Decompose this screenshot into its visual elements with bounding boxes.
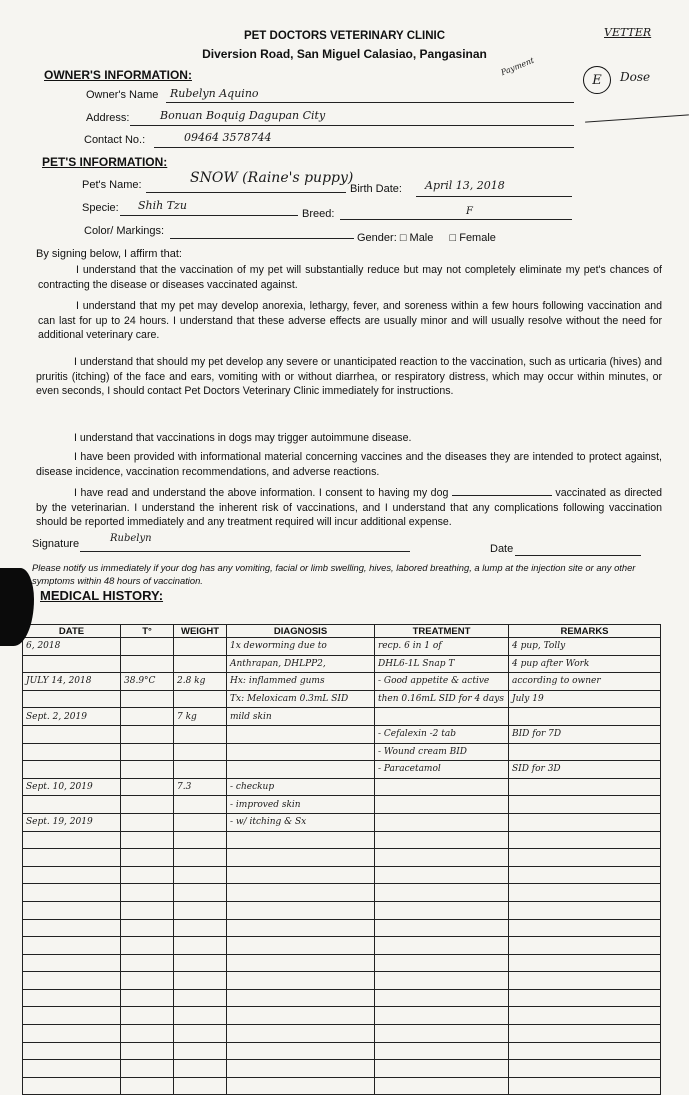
consent-p3: I understand that should my pet develop any severe or unanticipated reaction to the vaccination, such as urticaria (hives) and pruritis (itching) of the face and ears, vomiting with or without diarrhea, or respiratory distress, which may occur within minutes, or even seconds, I should contact Pet Doctors Veterinary Clinic immediately for instructions. <box>36 356 662 397</box>
table-cell: - Wound cream BID <box>375 743 509 761</box>
table-cell <box>227 761 375 779</box>
table-cell: Tx: Meloxicam 0.3mL SID <box>227 690 375 708</box>
table-cell <box>375 972 509 990</box>
consent-p4: I understand that vaccinations in dogs may trigger autoimmune disease. <box>74 432 412 444</box>
table-cell <box>23 919 121 937</box>
table-row-empty <box>23 831 661 849</box>
table-cell: Anthrapan, DHLPP2, <box>227 655 375 673</box>
table-cell <box>23 989 121 1007</box>
table-cell <box>509 972 661 990</box>
table-row-empty <box>23 884 661 902</box>
medical-history-table <box>22 624 661 1095</box>
pet-gender-label: Gender: □ Male □ Female <box>357 232 496 244</box>
table-cell <box>174 813 227 831</box>
table-cell <box>174 919 227 937</box>
table-cell: Sept. 2, 2019 <box>23 708 121 726</box>
table-cell <box>375 866 509 884</box>
table-cell <box>509 1042 661 1060</box>
table-cell: - Good appetite & active <box>375 673 509 691</box>
table-cell <box>121 761 174 779</box>
table-cell <box>227 849 375 867</box>
signature-line[interactable] <box>80 551 410 552</box>
margin-line <box>585 114 689 122</box>
table-cell <box>375 796 509 814</box>
table-cell: 4 pup, Tolly <box>509 638 661 656</box>
table-cell <box>375 937 509 955</box>
table-row-empty <box>23 1060 661 1078</box>
table-cell <box>227 1007 375 1025</box>
clinic-address: Diversion Road, San Miguel Calasiao, Pangasinan <box>202 47 487 61</box>
table-cell <box>174 725 227 743</box>
table-row <box>23 761 661 779</box>
table-cell <box>375 778 509 796</box>
pet-name-line <box>146 192 346 193</box>
owner-address-line <box>130 125 574 126</box>
table-cell <box>509 778 661 796</box>
table-row-empty <box>23 866 661 884</box>
date-line[interactable] <box>515 555 641 556</box>
table-cell <box>121 901 174 919</box>
column-header: REMARKS <box>509 625 661 638</box>
table-cell <box>23 1025 121 1043</box>
table-cell <box>509 813 661 831</box>
table-cell: BID for 7D <box>509 725 661 743</box>
pet-color-line <box>170 238 354 239</box>
table-cell <box>227 866 375 884</box>
table-cell <box>227 831 375 849</box>
table-cell <box>121 919 174 937</box>
table-cell <box>509 937 661 955</box>
clinic-name: PET DOCTORS VETERINARY CLINIC <box>243 30 446 42</box>
table-cell <box>174 937 227 955</box>
table-cell <box>227 1025 375 1043</box>
table-cell: JULY 14, 2018 <box>23 673 121 691</box>
history-header-row <box>23 625 661 638</box>
notice-text: Please notify us immediately if your dog has any vomiting, facial or limb swelling, hives, labored breathing, a lump at the injection site or any other symptoms within 48 hours of vaccination. <box>32 562 636 586</box>
column-header: TREATMENT <box>375 625 509 638</box>
table-row-empty <box>23 937 661 955</box>
table-cell <box>121 1060 174 1078</box>
table-cell <box>227 1060 375 1078</box>
pet-color-label: Color/ Markings: <box>84 225 165 237</box>
checkbox-female[interactable]: □ <box>449 232 457 244</box>
table-cell <box>174 884 227 902</box>
table-cell: DHL6-1L Snap T <box>375 655 509 673</box>
table-row-empty <box>23 972 661 990</box>
table-cell <box>121 989 174 1007</box>
pet-breed-value: F <box>466 206 473 217</box>
table-cell <box>121 1025 174 1043</box>
table-cell <box>121 638 174 656</box>
owner-name-value: Rubelyn Aquino <box>170 87 259 100</box>
table-cell: - w/ itching & Sx <box>227 813 375 831</box>
table-cell <box>375 849 509 867</box>
pet-heading: PET'S INFORMATION: <box>42 155 168 169</box>
table-cell <box>174 831 227 849</box>
table-cell <box>23 1042 121 1060</box>
table-cell <box>23 796 121 814</box>
pet-birth-line <box>416 196 572 197</box>
table-cell <box>509 989 661 1007</box>
table-cell <box>227 884 375 902</box>
column-header: WEIGHT <box>174 625 227 638</box>
table-cell: - improved skin <box>227 796 375 814</box>
table-cell <box>174 1060 227 1078</box>
table-cell <box>23 901 121 919</box>
table-row <box>23 673 661 691</box>
table-row-empty <box>23 919 661 937</box>
consent-p5: I have been provided with informational material concerning vaccines and the diseases they are intended to protect against, disease incidence, vaccination recommendations, and adverse reactions. <box>36 451 662 478</box>
table-cell <box>121 937 174 955</box>
table-row <box>23 708 661 726</box>
table-cell <box>509 954 661 972</box>
table-cell <box>375 919 509 937</box>
table-cell <box>174 690 227 708</box>
table-cell <box>121 972 174 990</box>
table-cell <box>174 761 227 779</box>
table-row <box>23 743 661 761</box>
pet-species-value: Shih Tzu <box>138 199 187 212</box>
table-cell <box>23 1007 121 1025</box>
table-cell <box>23 743 121 761</box>
margin-note-dose: Dose <box>620 70 651 84</box>
consent-p2: I understand that my pet may develop anorexia, lethargy, fever, and soreness within a few hours following vaccination and can last for up to 24 hours. I understand that these adverse effects are usually minor and will usually resolve without the need for additional veterinary care. <box>38 300 662 341</box>
table-row-empty <box>23 1025 661 1043</box>
owner-address-label: Address: <box>86 112 130 124</box>
table-row <box>23 725 661 743</box>
consent-p6: I have read and understand the above information. I consent to having my dog vaccinated as directed by the veterinarian. I understand the inherent risk of vaccinations, and I understand that any complications following vaccination should be reported immediately and any treatment required will incur additional expense. <box>36 487 663 528</box>
table-cell <box>174 954 227 972</box>
table-cell <box>174 901 227 919</box>
table-cell <box>174 796 227 814</box>
pet-breed-line <box>340 219 572 220</box>
checkbox-male[interactable]: □ <box>399 232 407 244</box>
table-row-empty <box>23 954 661 972</box>
history-heading: MEDICAL HISTORY: <box>40 588 164 603</box>
table-cell: 6, 2018 <box>23 638 121 656</box>
table-cell: Hx: inflammed gums <box>227 673 375 691</box>
table-row <box>23 778 661 796</box>
table-cell <box>375 1007 509 1025</box>
table-cell <box>174 866 227 884</box>
table-cell <box>227 989 375 1007</box>
table-cell <box>227 919 375 937</box>
table-cell: mild skin <box>227 708 375 726</box>
table-cell <box>375 708 509 726</box>
table-cell <box>227 937 375 955</box>
table-cell <box>121 831 174 849</box>
table-cell <box>121 1042 174 1060</box>
pet-name-value: SNOW (Raine's puppy) <box>190 170 354 186</box>
pet-species-line <box>120 215 298 216</box>
table-cell <box>509 1007 661 1025</box>
table-cell <box>23 655 121 673</box>
owner-address-value: Bonuan Boquig Dagupan City <box>160 109 326 122</box>
table-cell <box>227 901 375 919</box>
owner-contact-label: Contact No.: <box>84 134 146 146</box>
table-cell <box>174 1025 227 1043</box>
table-cell <box>121 884 174 902</box>
table-cell <box>23 849 121 867</box>
margin-note-payment: Payment <box>499 55 536 78</box>
table-cell <box>509 796 661 814</box>
table-cell <box>23 725 121 743</box>
table-cell <box>174 743 227 761</box>
pet-name-label: Pet's Name: <box>82 179 142 191</box>
table-row <box>23 796 661 814</box>
table-cell <box>23 690 121 708</box>
pet-birth-label: Birth Date: <box>350 183 402 195</box>
table-cell <box>509 831 661 849</box>
table-row-empty <box>23 1007 661 1025</box>
table-cell <box>375 884 509 902</box>
table-cell <box>121 743 174 761</box>
table-row <box>23 655 661 673</box>
table-cell <box>509 884 661 902</box>
table-cell <box>375 901 509 919</box>
table-cell <box>23 761 121 779</box>
table-cell: 1x deworming due to <box>227 638 375 656</box>
signature-value: Rubelyn <box>110 533 152 544</box>
owner-contact-value: 09464 3578744 <box>184 131 272 144</box>
table-cell <box>23 954 121 972</box>
table-cell <box>375 1060 509 1078</box>
consent-intro: By signing below, I affirm that: <box>36 248 182 260</box>
table-cell <box>121 796 174 814</box>
table-cell <box>375 831 509 849</box>
table-cell <box>174 1007 227 1025</box>
table-cell: - Cefalexin -2 tab <box>375 725 509 743</box>
table-row <box>23 813 661 831</box>
consent-p1: I understand that the vaccination of my pet will substantially reduce but may not completely eliminate my pet's chances of contracting the disease or diseases vaccinated against. <box>38 264 662 291</box>
table-cell <box>375 1042 509 1060</box>
table-cell <box>23 866 121 884</box>
margin-circle-mark: E <box>583 66 611 94</box>
table-cell: SID for 3D <box>509 761 661 779</box>
table-cell <box>375 1025 509 1043</box>
table-cell <box>509 708 661 726</box>
pet-breed-label: Breed: <box>302 208 335 220</box>
table-cell: - Paracetamol <box>375 761 509 779</box>
table-cell <box>509 901 661 919</box>
table-cell: - checkup <box>227 778 375 796</box>
table-cell: then 0.16mL SID for 4 days <box>375 690 509 708</box>
table-cell: according to owner <box>509 673 661 691</box>
table-cell <box>121 708 174 726</box>
owner-name-label: Owner's Name <box>86 89 159 101</box>
table-cell <box>227 743 375 761</box>
female-label: Female <box>459 232 496 244</box>
table-cell: 38.9°C <box>121 673 174 691</box>
table-cell <box>509 919 661 937</box>
table-cell <box>227 954 375 972</box>
table-cell <box>509 1060 661 1078</box>
table-cell <box>375 954 509 972</box>
table-cell <box>375 989 509 1007</box>
table-cell: Sept. 19, 2019 <box>23 813 121 831</box>
table-cell <box>509 866 661 884</box>
table-cell <box>121 690 174 708</box>
table-cell <box>121 954 174 972</box>
column-header: DATE <box>23 625 121 638</box>
male-label: Male <box>409 232 434 244</box>
pet-species-label: Specie: <box>82 202 119 214</box>
table-cell <box>227 725 375 743</box>
table-cell <box>174 972 227 990</box>
table-row <box>23 690 661 708</box>
table-cell <box>121 655 174 673</box>
table-cell <box>121 849 174 867</box>
table-cell: 7 kg <box>174 708 227 726</box>
pet-birth-value: April 13, 2018 <box>425 179 505 192</box>
table-cell: 2.8 kg <box>174 673 227 691</box>
date-label: Date <box>490 543 514 555</box>
table-cell <box>23 937 121 955</box>
owner-heading: OWNER'S INFORMATION: <box>44 68 192 82</box>
table-cell <box>509 849 661 867</box>
table-cell: Sept. 10, 2019 <box>23 778 121 796</box>
table-row-empty <box>23 901 661 919</box>
table-cell <box>174 638 227 656</box>
table-cell <box>174 989 227 1007</box>
table-cell <box>227 1042 375 1060</box>
table-cell: 7.3 <box>174 778 227 796</box>
table-cell <box>174 1042 227 1060</box>
table-cell <box>227 972 375 990</box>
table-cell: recp. 6 in 1 of <box>375 638 509 656</box>
column-header: T° <box>121 625 174 638</box>
table-cell <box>23 1060 121 1078</box>
table-cell <box>23 884 121 902</box>
table-row <box>23 638 661 656</box>
table-row-empty <box>23 849 661 867</box>
table-cell <box>121 866 174 884</box>
table-cell <box>121 813 174 831</box>
table-cell <box>375 813 509 831</box>
table-cell <box>23 831 121 849</box>
table-cell <box>121 725 174 743</box>
table-cell <box>509 1025 661 1043</box>
margin-note-vetter: VETTER <box>604 26 652 39</box>
owner-contact-line <box>154 147 574 148</box>
table-cell <box>509 743 661 761</box>
table-cell <box>121 1007 174 1025</box>
signature-label: Signature <box>32 538 80 550</box>
table-cell <box>174 655 227 673</box>
column-header: DIAGNOSIS <box>227 625 375 638</box>
table-row-empty <box>23 1042 661 1060</box>
table-cell: 4 pup after Work <box>509 655 661 673</box>
table-cell: July 19 <box>509 690 661 708</box>
table-cell <box>174 849 227 867</box>
owner-name-line <box>166 102 574 103</box>
table-cell <box>23 972 121 990</box>
table-row-empty <box>23 989 661 1007</box>
table-cell <box>121 778 174 796</box>
